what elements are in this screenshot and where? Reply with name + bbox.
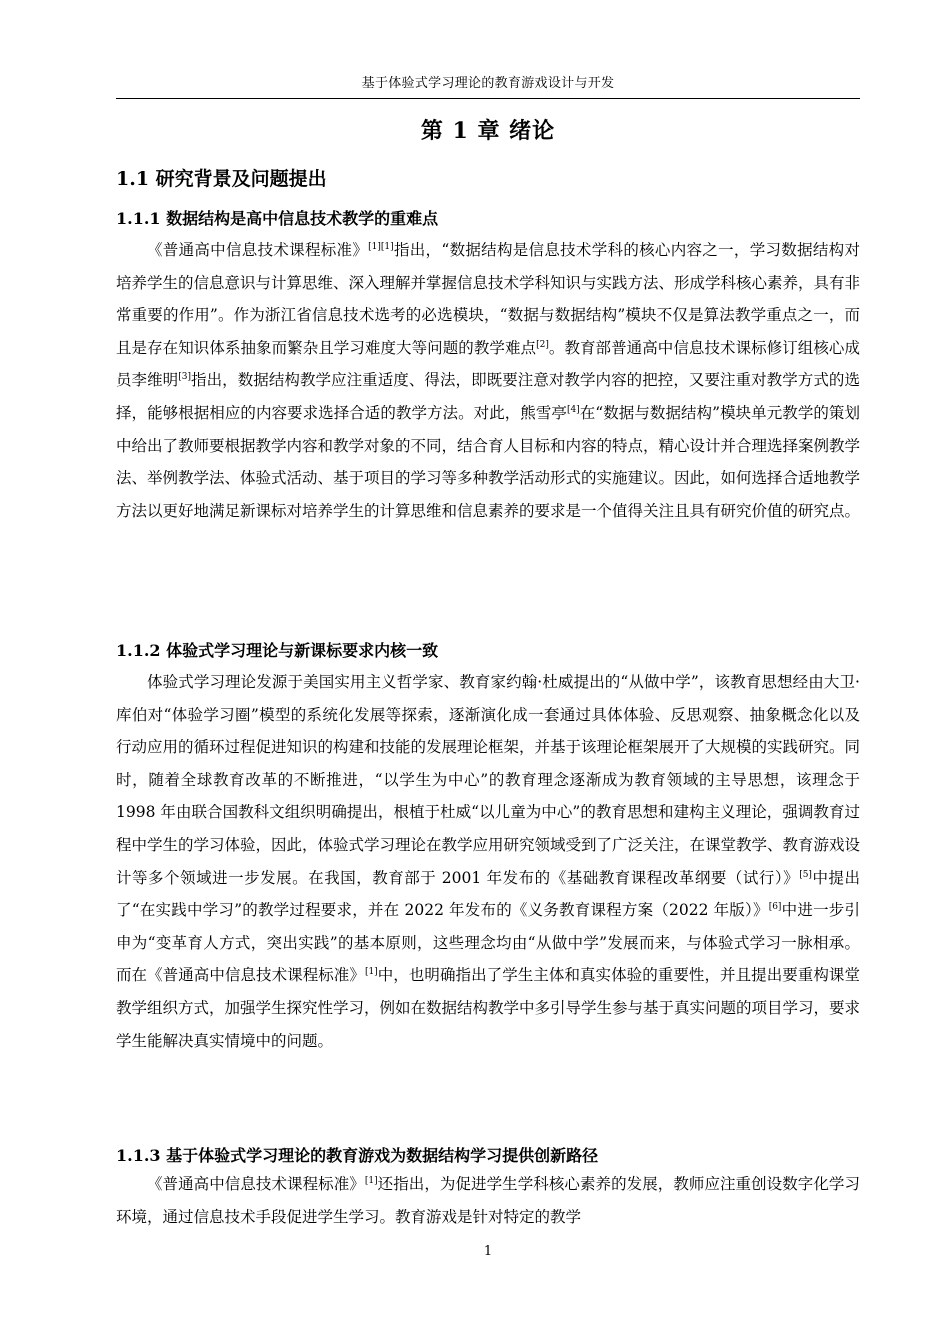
paragraph-1: [116, 234, 860, 527]
paragraph-text-segment: 中进一步引申为“变革育人方式，突出实践”的基本原则，这些理念均由“从做中学”发展而来，与体验式学习一脉相承。而在《普通高中信息技术课程标准》: [116, 901, 860, 985]
citation-marker[interactable]: [5]: [799, 869, 812, 880]
paragraph-text-segment: 还指出，为促进学生学科核心素养的发展，教师应注重创设数字化学习环境，通过信息技术手段促进学生学习。教育游戏是针对特定的教学: [116, 1175, 860, 1226]
paragraph-text-segment: 体验式学习理论发源于美国实用主义哲学家、教育家约翰·杜威提出的“从做中学”，该教育思想经由大卫·库伯对“体验学习圈”模型的系统化发展等探索，逐渐演化成一套通过具体体验、反思观察、抽象概念化以及行动应用的循环过程促进知识的构建和技能的发展理论框架，并基于该理论框架展开了大规模的实践研究。同时，随着全球教育改革的不断推进，“以学生为中心”的教育理念逐渐成为教育领域的主导思想，该理念于 1998 年由联合国教科文组织明确提出，根植于杜威“以儿童为中心”的教育思想和建构主义理论，强调教育过程中学生的学习体验，因此，体验式学习理论在教学应用研究领域受到了广泛关注，在课堂教学、教育游戏设计等多个领域进一步发展。在我国，教育部于 2001 年发布的《基础教育课程改革纲要（试行）》: [116, 673, 861, 887]
subsection-title-3: 1.1.3 基于体验式学习理论的教育游戏为数据结构学习提供创新路径: [116, 1146, 599, 1165]
section-title: 1.1 研究背景及问题提出: [116, 168, 327, 190]
citation-marker[interactable]: [1]: [364, 967, 378, 978]
subsection-title-2: 1.1.2 体验式学习理论与新课标要求内核一致: [116, 641, 439, 660]
paragraph-text-segment: 在“数据与数据结构”模块单元教学的策划中给出了教师要根据教学内容和教学对象的不同，结合育人目标和内容的特点，精心设计并合理选择案例教学法、举例教学法、体验式活动、基于项目的学习等多种教学活动形式的实施建议。因此，如何选择合适地教学方法以更好地满足新课标对培养学生的计算思维和信息素养的要求是一个值得关注且具有研究价值的研究点。: [116, 403, 861, 520]
citation-marker[interactable]: [6]: [768, 902, 782, 912]
paragraph-text-segment: 中提出了“在实践中学习”的教学过程要求，并在 2022 年发布的《义务教育课程方案（2022 年版）》: [116, 868, 860, 920]
paragraph-3: [116, 1168, 860, 1233]
chapter-title: 第 1 章 绪论: [420, 118, 556, 144]
citation-marker[interactable]: [1][1]: [368, 241, 394, 252]
citation-marker[interactable]: [2]: [536, 339, 549, 350]
paragraph-text-segment: 指出，数据结构教学应注重适度、得法，即既要注意对教学内容的把控，又要注重对教学方式的选择，能够根据相应的内容要求选择合适的教学方法。对此，熊雪亭: [116, 371, 860, 422]
paragraph-text-segment: 《普通高中信息技术课程标准》: [147, 1175, 365, 1193]
subsection-title-1: 1.1.1 数据结构是高中信息技术教学的重难点: [116, 209, 439, 228]
paragraph-text-segment: 中，也明确指出了学生主体和真实体验的重要性，并且提出要重构课堂教学组织方式，加强学生探究性学习，例如在数据结构教学中多引导学生参与基于真实问题的项目学习，要求学生能解决真实情境中的问题。: [116, 966, 861, 1050]
running-header: 基于体验式学习理论的教育游戏设计与开发: [361, 76, 615, 91]
header-rule: [116, 98, 860, 99]
paragraph-text-segment: 指出，“数据结构是信息技术学科的核心内容之一，学习数据结构对培养学生的信息意识与计算思维、深入理解并掌握信息技术学科知识与实践方法、形成学科核心素养，具有非常重要的作用”。作为浙江省信息技术选考的必选模块，“数据与数据结构”模块不仅是算法教学重点之一，而且是存在知识体系抽象而繁杂且学习难度大等问题的教学难点: [116, 241, 861, 357]
citation-marker[interactable]: [4]: [566, 404, 580, 415]
paragraph-text-segment: 。教育部普通高中信息技术课标修订组核心成员李维明: [116, 338, 860, 390]
citation-marker[interactable]: [1]: [364, 1175, 378, 1186]
citation-marker[interactable]: [3]: [178, 372, 191, 383]
paragraph-2: [116, 666, 860, 1057]
paragraph-text-segment: 《普通高中信息技术课程标准》: [147, 241, 369, 259]
page-number: 1: [483, 1244, 493, 1259]
